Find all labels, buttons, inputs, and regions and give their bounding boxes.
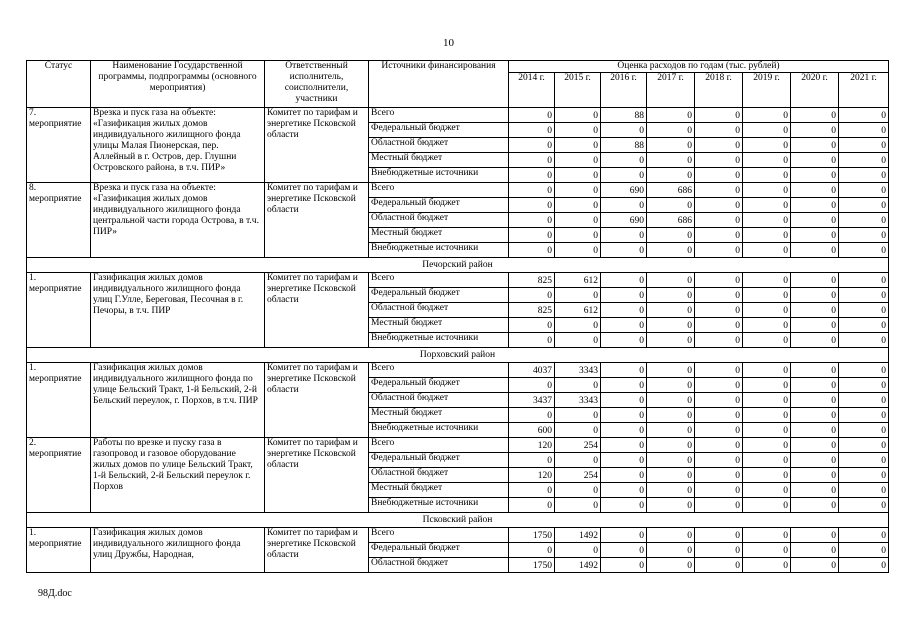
amount-cell: 0	[647, 468, 695, 483]
amount-cell: 0	[555, 168, 601, 183]
amount-cell: 0	[791, 213, 839, 228]
amount-cell: 0	[743, 438, 791, 453]
amount-cell: 0	[839, 288, 889, 303]
amount-cell: 0	[647, 363, 695, 378]
amount-cell: 0	[695, 168, 743, 183]
amount-cell: 0	[695, 483, 743, 498]
header-sources: Источники финансирования	[369, 61, 509, 108]
amount-cell: 0	[601, 558, 647, 573]
amount-cell: 0	[839, 558, 889, 573]
amount-cell: 0	[601, 243, 647, 258]
amount-cell: 120	[509, 468, 555, 483]
amount-cell: 0	[743, 228, 791, 243]
amount-cell: 0	[743, 543, 791, 558]
amount-cell: 0	[695, 228, 743, 243]
amount-cell: 0	[647, 528, 695, 543]
amount-cell: 0	[555, 213, 601, 228]
amount-cell: 0	[509, 483, 555, 498]
amount-cell: 1492	[555, 528, 601, 543]
amount-cell: 0	[839, 243, 889, 258]
amount-cell: 0	[647, 198, 695, 213]
funding-source: Всего	[369, 528, 509, 543]
amount-cell: 0	[743, 318, 791, 333]
amount-cell: 0	[647, 168, 695, 183]
amount-cell: 0	[647, 558, 695, 573]
amount-cell: 0	[647, 123, 695, 138]
amount-cell: 0	[695, 558, 743, 573]
amount-cell: 0	[601, 168, 647, 183]
funding-source: Областной бюджет	[369, 213, 509, 228]
amount-cell: 0	[647, 498, 695, 513]
item-executor: Комитет по тарифам и энергетике Псковской области	[265, 363, 369, 438]
amount-cell: 0	[791, 498, 839, 513]
amount-cell: 0	[601, 303, 647, 318]
region-label: Порховский район	[27, 348, 889, 363]
item-name: Врезка и пуск газа на объекте: «Газификация жилых домов индивидуального жилищного фонда центральной части города Острова, в т.ч. ПИР»	[91, 183, 265, 258]
amount-cell: 0	[647, 228, 695, 243]
amount-cell: 0	[695, 213, 743, 228]
amount-cell: 0	[555, 123, 601, 138]
footer-filename: 98Д.doc	[38, 588, 72, 599]
funding-source: Федеральный бюджет	[369, 378, 509, 393]
amount-cell: 0	[791, 243, 839, 258]
amount-cell: 0	[839, 333, 889, 348]
amount-cell: 0	[695, 108, 743, 123]
amount-cell: 0	[791, 273, 839, 288]
amount-cell: 3343	[555, 363, 601, 378]
amount-cell: 0	[695, 423, 743, 438]
amount-cell: 0	[509, 138, 555, 153]
amount-cell: 0	[555, 198, 601, 213]
amount-cell: 0	[647, 153, 695, 168]
amount-cell: 0	[791, 333, 839, 348]
amount-cell: 0	[743, 123, 791, 138]
amount-cell: 1750	[509, 528, 555, 543]
header-name: Наименование Государственной программы, подпрограммы (основного мероприятия)	[91, 61, 265, 108]
amount-cell: 120	[509, 438, 555, 453]
amount-cell: 0	[555, 183, 601, 198]
amount-cell: 0	[791, 183, 839, 198]
amount-cell: 600	[509, 423, 555, 438]
amount-cell: 0	[509, 288, 555, 303]
amount-cell: 0	[601, 483, 647, 498]
item-status: 1. мероприятие	[27, 528, 91, 573]
table-row	[27, 108, 889, 123]
item-status: 8. мероприятие	[27, 183, 91, 258]
header-status: Статус	[27, 61, 91, 108]
amount-cell: 0	[509, 123, 555, 138]
funding-source: Местный бюджет	[369, 318, 509, 333]
amount-cell: 254	[555, 468, 601, 483]
item-executor: Комитет по тарифам и энергетике Псковской области	[265, 273, 369, 348]
amount-cell: 0	[601, 378, 647, 393]
amount-cell: 0	[555, 288, 601, 303]
funding-source: Областной бюджет	[369, 558, 509, 573]
amount-cell: 0	[743, 183, 791, 198]
amount-cell: 0	[555, 228, 601, 243]
amount-cell: 0	[695, 363, 743, 378]
funding-source: Внебюджетные источники	[369, 333, 509, 348]
amount-cell: 0	[791, 543, 839, 558]
amount-cell: 0	[647, 243, 695, 258]
amount-cell: 825	[509, 273, 555, 288]
amount-cell: 0	[743, 333, 791, 348]
amount-cell: 0	[695, 183, 743, 198]
amount-cell: 4037	[509, 363, 555, 378]
funding-source: Местный бюджет	[369, 228, 509, 243]
amount-cell: 0	[509, 498, 555, 513]
amount-cell: 0	[509, 168, 555, 183]
amount-cell: 0	[555, 138, 601, 153]
funding-source: Местный бюджет	[369, 483, 509, 498]
item-executor: Комитет по тарифам и энергетике Псковской области	[265, 528, 369, 573]
amount-cell: 0	[791, 168, 839, 183]
amount-cell: 0	[791, 423, 839, 438]
amount-cell: 0	[791, 393, 839, 408]
table-row	[27, 438, 889, 453]
amount-cell: 3437	[509, 393, 555, 408]
funding-source: Местный бюджет	[369, 408, 509, 423]
funding-source: Местный бюджет	[369, 153, 509, 168]
amount-cell: 0	[647, 333, 695, 348]
amount-cell: 0	[647, 438, 695, 453]
amount-cell: 0	[695, 273, 743, 288]
amount-cell: 0	[601, 228, 647, 243]
funding-source: Всего	[369, 108, 509, 123]
amount-cell: 0	[695, 333, 743, 348]
amount-cell: 0	[839, 138, 889, 153]
amount-cell: 0	[695, 468, 743, 483]
table-row	[27, 528, 889, 543]
funding-source: Всего	[369, 363, 509, 378]
item-name: Работы по врезке и пуску газа в газопровод и газовое оборудование жилых домов по улице Бельский Тракт, 1-й Бельский, 2-й Бельский переулок г. Порхов	[91, 438, 265, 513]
amount-cell: 0	[601, 453, 647, 468]
amount-cell: 0	[601, 423, 647, 438]
amount-cell: 0	[839, 468, 889, 483]
amount-cell: 0	[647, 423, 695, 438]
amount-cell: 0	[601, 273, 647, 288]
amount-cell: 0	[695, 243, 743, 258]
amount-cell: 0	[839, 363, 889, 378]
amount-cell: 0	[743, 453, 791, 468]
header-year: 2021 г.	[839, 73, 889, 108]
amount-cell: 0	[647, 138, 695, 153]
amount-cell: 0	[791, 288, 839, 303]
funding-source: Всего	[369, 438, 509, 453]
amount-cell: 0	[647, 108, 695, 123]
amount-cell: 0	[695, 393, 743, 408]
amount-cell: 0	[839, 198, 889, 213]
amount-cell: 0	[791, 363, 839, 378]
amount-cell: 0	[509, 198, 555, 213]
amount-cell: 0	[743, 498, 791, 513]
amount-cell: 0	[791, 108, 839, 123]
amount-cell: 0	[555, 423, 601, 438]
amount-cell: 0	[555, 333, 601, 348]
amount-cell: 690	[601, 213, 647, 228]
amount-cell: 88	[601, 138, 647, 153]
table-row	[27, 273, 889, 288]
amount-cell: 0	[791, 198, 839, 213]
amount-cell: 0	[601, 153, 647, 168]
amount-cell: 0	[791, 528, 839, 543]
funding-source: Внебюджетные источники	[369, 498, 509, 513]
header-year: 2015 г.	[555, 73, 601, 108]
amount-cell: 0	[839, 183, 889, 198]
amount-cell: 0	[509, 453, 555, 468]
funding-source: Федеральный бюджет	[369, 543, 509, 558]
amount-cell: 0	[555, 498, 601, 513]
item-status: 2. мероприятие	[27, 438, 91, 513]
amount-cell: 0	[839, 228, 889, 243]
funding-source: Областной бюджет	[369, 393, 509, 408]
header-executor: Ответственный исполнитель, соисполнители, участники	[265, 61, 369, 108]
amount-cell: 0	[695, 123, 743, 138]
amount-cell: 0	[695, 453, 743, 468]
amount-cell: 0	[743, 558, 791, 573]
funding-source: Внебюджетные источники	[369, 168, 509, 183]
amount-cell: 0	[791, 408, 839, 423]
amount-cell: 0	[509, 213, 555, 228]
amount-cell: 0	[601, 438, 647, 453]
amount-cell: 0	[555, 483, 601, 498]
expenditure-table	[26, 60, 889, 573]
amount-cell: 0	[601, 543, 647, 558]
amount-cell: 254	[555, 438, 601, 453]
amount-cell: 0	[695, 318, 743, 333]
item-status: 7. мероприятие	[27, 108, 91, 183]
page-number: 10	[443, 37, 454, 49]
funding-source: Областной бюджет	[369, 303, 509, 318]
funding-source: Федеральный бюджет	[369, 453, 509, 468]
amount-cell: 0	[509, 333, 555, 348]
amount-cell: 686	[647, 183, 695, 198]
header-year: 2018 г.	[695, 73, 743, 108]
amount-cell: 0	[791, 318, 839, 333]
amount-cell: 0	[791, 228, 839, 243]
funding-source: Федеральный бюджет	[369, 198, 509, 213]
region-row	[27, 348, 889, 363]
amount-cell: 0	[509, 153, 555, 168]
table-body	[27, 108, 889, 573]
amount-cell: 0	[791, 153, 839, 168]
amount-cell: 0	[791, 438, 839, 453]
amount-cell: 0	[743, 363, 791, 378]
table-row	[27, 183, 889, 198]
amount-cell: 0	[839, 408, 889, 423]
header-year: 2019 г.	[743, 73, 791, 108]
funding-source: Всего	[369, 273, 509, 288]
amount-cell: 0	[791, 138, 839, 153]
amount-cell: 3343	[555, 393, 601, 408]
funding-source: Внебюджетные источники	[369, 243, 509, 258]
item-name: Газификация жилых домов индивидуального жилищного фонда по улице Бельский Тракт, 1-й Бельский, 2-й Бельский переулок, г. Порхов, в т.ч. ПИР	[91, 363, 265, 438]
amount-cell: 0	[839, 378, 889, 393]
amount-cell: 1492	[555, 558, 601, 573]
amount-cell: 0	[601, 468, 647, 483]
amount-cell: 612	[555, 303, 601, 318]
funding-source: Внебюджетные источники	[369, 423, 509, 438]
amount-cell: 0	[743, 423, 791, 438]
amount-cell: 0	[791, 483, 839, 498]
amount-cell: 0	[743, 483, 791, 498]
amount-cell: 0	[839, 438, 889, 453]
amount-cell: 0	[743, 528, 791, 543]
amount-cell: 825	[509, 303, 555, 318]
item-executor: Комитет по тарифам и энергетике Псковской области	[265, 438, 369, 513]
amount-cell: 0	[839, 318, 889, 333]
amount-cell: 0	[555, 408, 601, 423]
amount-cell: 0	[555, 153, 601, 168]
item-executor: Комитет по тарифам и энергетике Псковской области	[265, 183, 369, 258]
amount-cell: 0	[743, 108, 791, 123]
amount-cell: 0	[647, 483, 695, 498]
region-row	[27, 258, 889, 273]
item-status: 1. мероприятие	[27, 363, 91, 438]
amount-cell: 0	[839, 543, 889, 558]
amount-cell: 0	[791, 303, 839, 318]
amount-cell: 0	[555, 108, 601, 123]
funding-source: Федеральный бюджет	[369, 123, 509, 138]
amount-cell: 686	[647, 213, 695, 228]
amount-cell: 0	[839, 108, 889, 123]
amount-cell: 0	[601, 333, 647, 348]
amount-cell: 0	[601, 528, 647, 543]
amount-cell: 0	[743, 273, 791, 288]
amount-cell: 0	[647, 318, 695, 333]
amount-cell: 0	[647, 453, 695, 468]
amount-cell: 0	[601, 408, 647, 423]
amount-cell: 0	[601, 393, 647, 408]
amount-cell: 0	[743, 288, 791, 303]
amount-cell: 0	[647, 408, 695, 423]
amount-cell: 0	[743, 198, 791, 213]
amount-cell: 0	[695, 438, 743, 453]
amount-cell: 0	[647, 393, 695, 408]
amount-cell: 0	[695, 528, 743, 543]
amount-cell: 0	[839, 453, 889, 468]
amount-cell: 0	[839, 273, 889, 288]
amount-cell: 0	[743, 378, 791, 393]
amount-cell: 0	[647, 543, 695, 558]
amount-cell: 0	[743, 243, 791, 258]
amount-cell: 0	[839, 498, 889, 513]
amount-cell: 0	[695, 288, 743, 303]
header-estimate: Оценка расходов по годам (тыс. рублей)	[509, 61, 889, 73]
amount-cell: 0	[791, 378, 839, 393]
amount-cell: 0	[601, 498, 647, 513]
amount-cell: 0	[509, 408, 555, 423]
amount-cell: 0	[743, 468, 791, 483]
amount-cell: 0	[647, 378, 695, 393]
amount-cell: 690	[601, 183, 647, 198]
funding-source: Областной бюджет	[369, 468, 509, 483]
amount-cell: 0	[509, 243, 555, 258]
amount-cell: 0	[647, 273, 695, 288]
amount-cell: 0	[839, 483, 889, 498]
amount-cell: 0	[743, 408, 791, 423]
amount-cell: 0	[743, 213, 791, 228]
amount-cell: 0	[555, 543, 601, 558]
header-year: 2020 г.	[791, 73, 839, 108]
header-year: 2016 г.	[601, 73, 647, 108]
amount-cell: 0	[647, 303, 695, 318]
amount-cell: 0	[695, 408, 743, 423]
table-row	[27, 363, 889, 378]
amount-cell: 0	[791, 123, 839, 138]
header-year: 2014 г.	[509, 73, 555, 108]
amount-cell: 0	[791, 468, 839, 483]
amount-cell: 0	[839, 123, 889, 138]
region-row	[27, 513, 889, 528]
item-name: Газификация жилых домов индивидуального жилищного фонда улиц Дружбы, Народная,	[91, 528, 265, 573]
amount-cell: 0	[743, 303, 791, 318]
header-year: 2017 г.	[647, 73, 695, 108]
amount-cell: 0	[509, 543, 555, 558]
amount-cell: 88	[601, 108, 647, 123]
amount-cell: 0	[555, 243, 601, 258]
amount-cell: 0	[839, 168, 889, 183]
amount-cell: 0	[509, 318, 555, 333]
amount-cell: 0	[601, 318, 647, 333]
funding-source: Областной бюджет	[369, 138, 509, 153]
amount-cell: 0	[509, 378, 555, 393]
amount-cell: 0	[743, 153, 791, 168]
amount-cell: 0	[695, 498, 743, 513]
amount-cell: 0	[839, 153, 889, 168]
amount-cell: 0	[601, 288, 647, 303]
amount-cell: 0	[839, 303, 889, 318]
amount-cell: 0	[509, 183, 555, 198]
item-status: 1. мероприятие	[27, 273, 91, 348]
item-name: Газификация жилых домов индивидуального жилищного фонда улиц Г.Улле, Береговая, Песочная в г. Печоры, в т.ч. ПИР	[91, 273, 265, 348]
amount-cell: 0	[839, 393, 889, 408]
amount-cell: 0	[601, 123, 647, 138]
amount-cell: 1750	[509, 558, 555, 573]
amount-cell: 0	[839, 213, 889, 228]
amount-cell: 0	[695, 138, 743, 153]
amount-cell: 0	[743, 168, 791, 183]
amount-cell: 0	[695, 153, 743, 168]
amount-cell: 0	[601, 198, 647, 213]
funding-source: Всего	[369, 183, 509, 198]
amount-cell: 0	[695, 378, 743, 393]
amount-cell: 0	[555, 318, 601, 333]
item-name: Врезка и пуск газа на объекте: «Газификация жилых домов индивидуального жилищного фонда улицы Малая Пионерская, пер. Аллейный в г. Остров, дер. Глушни Островского района, в т.ч. ПИР»	[91, 108, 265, 183]
amount-cell: 0	[509, 108, 555, 123]
amount-cell: 0	[695, 543, 743, 558]
amount-cell: 0	[839, 528, 889, 543]
region-label: Псковский район	[27, 513, 889, 528]
region-label: Печорский район	[27, 258, 889, 273]
amount-cell: 0	[791, 558, 839, 573]
amount-cell: 0	[839, 423, 889, 438]
funding-source: Федеральный бюджет	[369, 288, 509, 303]
amount-cell: 0	[695, 198, 743, 213]
amount-cell: 0	[555, 378, 601, 393]
amount-cell: 0	[509, 228, 555, 243]
amount-cell: 612	[555, 273, 601, 288]
amount-cell: 0	[743, 138, 791, 153]
item-executor: Комитет по тарифам и энергетике Псковской области	[265, 108, 369, 183]
amount-cell: 0	[647, 288, 695, 303]
amount-cell: 0	[555, 453, 601, 468]
amount-cell: 0	[695, 303, 743, 318]
amount-cell: 0	[601, 363, 647, 378]
amount-cell: 0	[791, 453, 839, 468]
amount-cell: 0	[743, 393, 791, 408]
